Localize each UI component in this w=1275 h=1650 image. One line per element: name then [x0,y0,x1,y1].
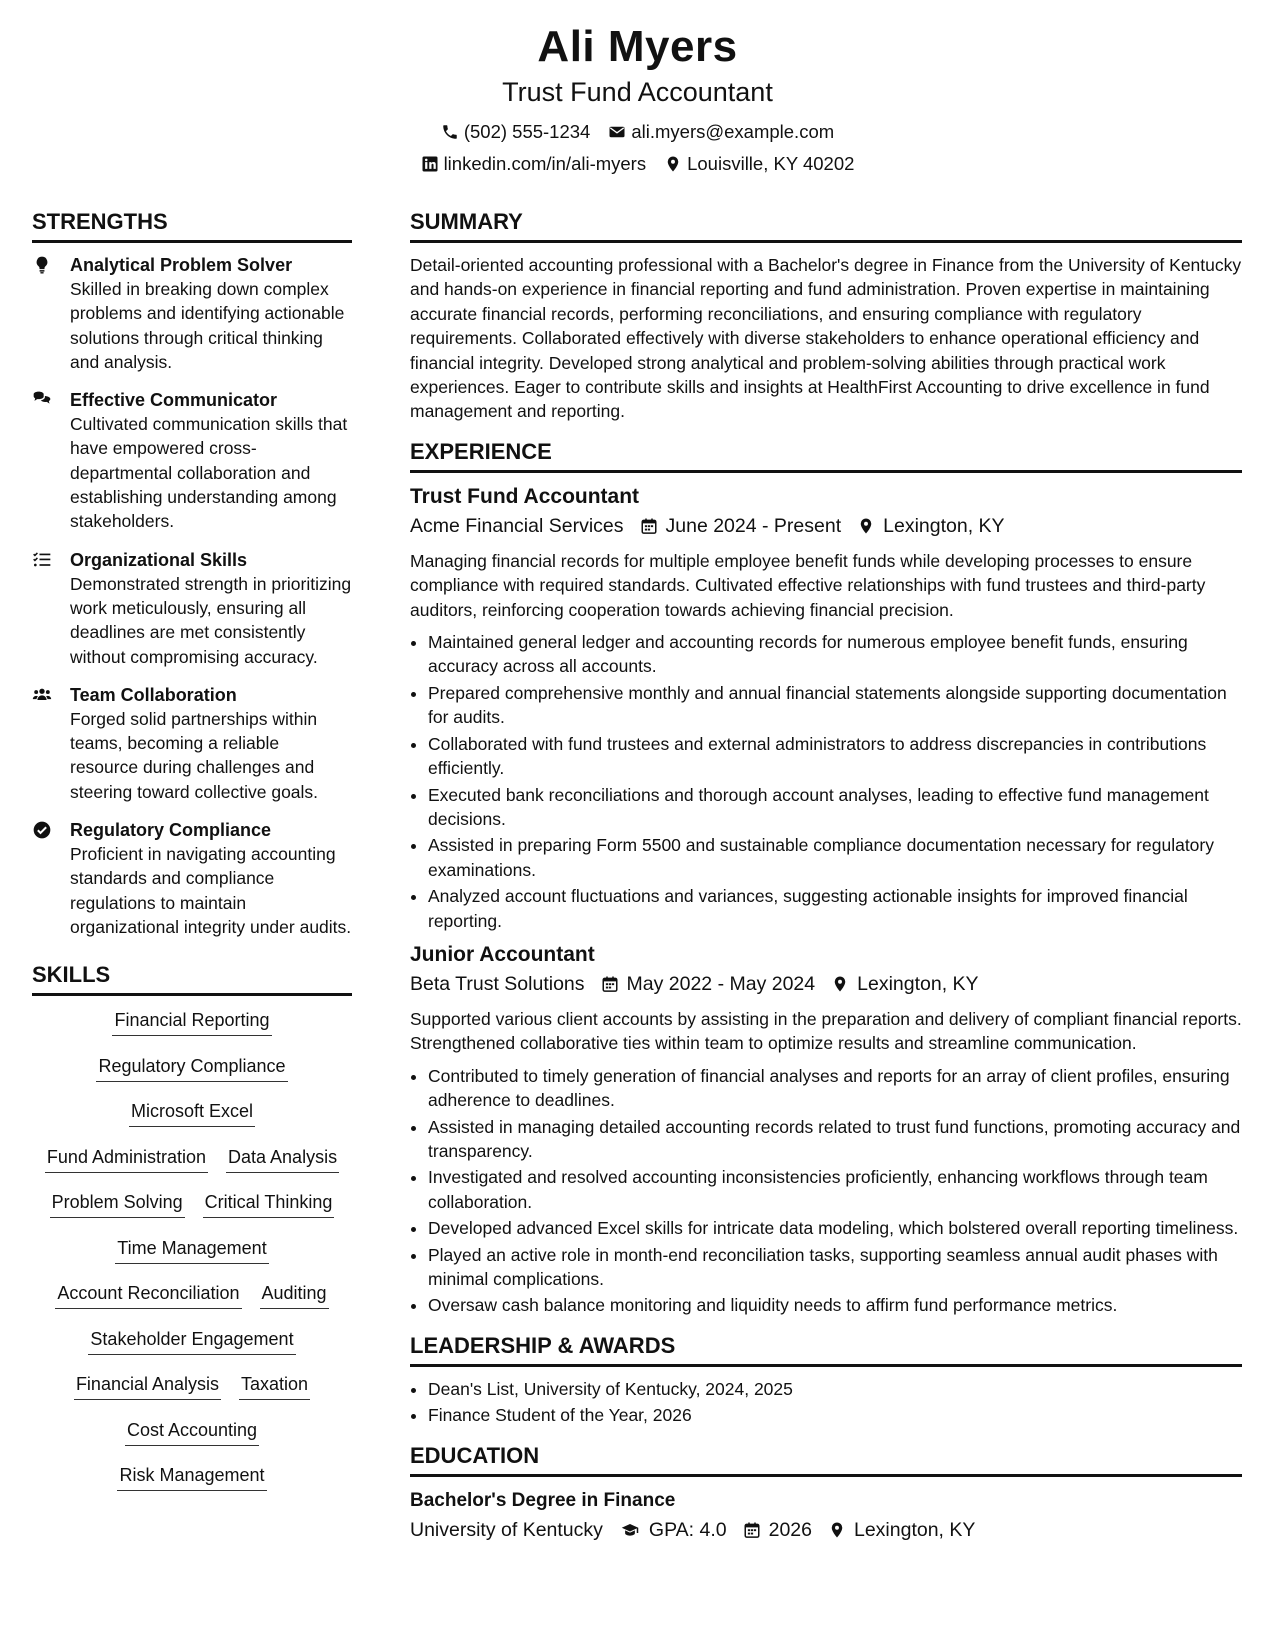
contact-email[interactable] [608,116,834,148]
skill-tag: Fund Administration [45,1145,208,1173]
list-check-icon [32,548,56,669]
comments-icon [32,388,56,533]
resume-header [0,20,1275,180]
envelope-icon [608,123,626,141]
skill-tag: Problem Solving [50,1190,185,1218]
list-item: • Investigated and resolved accounting inconsistencies proficiently, enhancing workflows through team collaboration. [428,1165,1242,1214]
skill-row [32,1054,352,1100]
job-dates [601,969,816,999]
education-year [743,1515,812,1545]
calendar-icon [601,975,619,993]
graduation-cap-icon [619,1521,641,1539]
strength-desc: Proficient in navigating accounting standards and compliance regulations to maintain organizational integrity under audits. [70,844,352,937]
contact-line-2 [0,148,1275,180]
list-item: • Analyzed account fluctuations and variances, suggesting actionable insights for improved financial reporting. [428,884,1242,933]
calendar-icon [640,517,658,535]
skill-tag: Stakeholder Engagement [88,1327,295,1355]
leadership-heading: LEADERSHIP & AWARDS [410,1332,1242,1367]
education-meta [410,1515,1242,1545]
education-location-text: Lexington, KY [853,1518,976,1541]
job-company: Acme Financial Services [410,514,624,537]
strength-title: Regulatory Compliance [70,820,272,841]
list-item: • Played an active role in month-end reconciliation tasks, supporting seamless annual audit phases with minimal complications. [428,1243,1242,1292]
strength-title: Effective Communicator [70,390,278,411]
phone-text: (502) 555-1234 [463,121,591,142]
list-item: • Prepared comprehensive monthly and annual financial statements alongside supporting documentation for audits. [428,681,1242,730]
skills-heading: SKILLS [32,961,352,996]
job-description: Managing financial records for multiple employee benefit funds while developing processes to ensure compliance with required standards. Cultivated effective relationships with fund trustees and third-party auditors, reinforcing cooperation towards achieving financial precision. [410,550,1206,620]
skill-tag: Time Management [115,1236,268,1264]
list-item: • Oversaw cash balance monitoring and liquidity needs to affirm fund performance metrics. [428,1293,1242,1317]
right-column [410,208,1242,1553]
calendar-icon [743,1521,761,1539]
lightbulb-icon [32,253,56,374]
list-item: • Finance Student of the Year, 2026 [428,1403,1242,1427]
skill-row [32,1372,352,1418]
candidate-name: Ali Myers [537,22,738,71]
email-text[interactable]: ali.myers@example.com [631,121,835,142]
candidate-role: Trust Fund Accountant [502,77,773,107]
skills-list [32,1006,352,1509]
map-pin-icon [828,1521,846,1539]
skill-tag: Critical Thinking [203,1190,335,1218]
left-column [32,208,352,1509]
strength-title: Organizational Skills [70,549,248,570]
list-item: • Dean's List, University of Kentucky, 2024, 2025 [428,1377,1242,1401]
skill-tag: Risk Management [117,1463,266,1491]
skill-row [32,1236,352,1282]
summary-heading: SUMMARY [410,208,1242,243]
map-pin-icon [664,155,682,173]
skill-row [32,1190,352,1236]
skill-tag: Microsoft Excel [129,1099,255,1127]
leadership-list [410,1377,1242,1428]
strength-desc: Cultivated communication skills that have empowered cross-departmental collaboration and establishing understanding among stakeholders. [70,414,348,532]
skill-tag: Financial Reporting [112,1008,271,1036]
job-title: Trust Fund Accountant [410,484,640,508]
strength-item [32,818,352,939]
strength-desc: Demonstrated strength in prioritizing work meticulously, ensuring all deadlines are met consistently without compromising accuracy. [70,573,352,667]
job-bullets [410,630,1242,933]
strength-item [32,253,352,374]
map-pin-icon [831,975,849,993]
skill-tag: Account Reconciliation [55,1281,241,1309]
strength-item [32,388,352,533]
education-gpa [619,1515,727,1545]
strength-desc: Forged solid partnerships within teams, becoming a reliable resource during challenges and steering toward collective goals. [70,708,319,802]
skill-tag: Data Analysis [226,1145,339,1173]
job-entry [410,483,1242,933]
skill-tag: Taxation [239,1372,310,1400]
job-location-text: Lexington, KY [857,972,979,995]
list-item: • Executed bank reconciliations and thorough account analyses, leading to effective fund management decisions. [428,783,1242,832]
skill-row [32,1418,352,1464]
contact-linkedin[interactable] [421,148,647,180]
job-meta [410,511,1242,541]
skill-row [32,1145,352,1191]
education-heading: EDUCATION [410,1442,1242,1477]
job-entry [410,941,1242,1318]
strength-item [32,683,352,804]
strengths-heading: STRENGTHS [32,208,352,243]
job-company: Beta Trust Solutions [410,972,585,995]
year-text: 2026 [768,1518,812,1541]
map-pin-icon [857,517,875,535]
contact-phone [441,116,591,148]
location-text: Louisville, KY 40202 [687,153,855,174]
degree-title: Bachelor's Degree in Finance [410,1489,676,1511]
list-item: • Assisted in preparing Form 5500 and sustainable compliance documentation necessary for regulatory examinations. [428,833,1242,882]
job-bullets [410,1064,1242,1318]
job-meta [410,969,1242,999]
job-location [831,969,978,999]
check-circle-icon [32,818,56,939]
list-item: • Assisted in managing detailed accounting records related to trust fund functions, promoting accuracy and transparency. [428,1115,1242,1164]
strength-item [32,548,352,669]
school-name: University of Kentucky [410,1518,603,1541]
skill-row [32,1008,352,1054]
skill-tag: Auditing [260,1281,329,1309]
summary-text: Detail-oriented accounting professional with a Bachelor's degree in Finance from the University of Kentucky and hands-on experience in financial reporting and fund administration. Proven expertise in maintaining accurate financial records, performing reconciliations, and ensuring compliance with regulatory requirements. Collaborated effectively with diverse stakeholders to enhance operational efficiency and financial integrity. Developed strong analytical and problem-solving abilities through practical work experiences. Eager to contribute skills and insights at HealthFirst Accounting to drive excellence in fund management and reporting. [410,255,1242,422]
skill-tag: Regulatory Compliance [96,1054,287,1082]
skill-row [32,1281,352,1327]
skill-tag: Cost Accounting [125,1418,259,1446]
linkedin-text[interactable]: linkedin.com/in/ali-myers [443,153,647,174]
list-item: • Developed advanced Excel skills for intricate data modeling, which bolstered overall reporting timeliness. [428,1216,1242,1240]
list-item: • Contributed to timely generation of financial analyses and reports for an array of client profiles, ensuring adherence to deadlines. [428,1064,1242,1113]
list-item: • Maintained general ledger and accounting records for numerous employee benefit funds, ensuring accuracy across all accounts. [428,630,1242,679]
strength-title: Analytical Problem Solver [70,255,293,275]
contact-location [664,148,854,180]
list-item: • Collaborated with fund trustees and external administrators to address discrepancies in contributions efficiently. [428,732,1242,781]
job-dates-text: June 2024 - Present [665,514,842,537]
strength-title: Team Collaboration [70,684,237,705]
strength-desc: Skilled in breaking down complex problems and identifying actionable solutions through critical thinking and analysis. [70,279,345,372]
users-icon [32,683,56,804]
job-dates-text: May 2022 - May 2024 [626,972,816,995]
skill-row [32,1327,352,1373]
skill-row [32,1099,352,1145]
skill-row [32,1463,352,1509]
education-location [828,1515,975,1545]
contact-line-1 [0,116,1275,148]
phone-icon [441,123,459,141]
job-description: Supported various client accounts by assisting in the preparation and delivery of compliant financial reports. Strengthened collaborative ties within team to optimize results and streamline communication. [410,1008,1242,1054]
job-location [857,511,1004,541]
job-title: Junior Accountant [410,942,595,966]
experience-heading: EXPERIENCE [410,438,1242,473]
skill-tag: Financial Analysis [74,1372,221,1400]
job-location-text: Lexington, KY [883,514,1005,537]
job-dates [640,511,842,541]
gpa-text: GPA: 4.0 [648,1518,727,1541]
linkedin-icon [421,155,439,173]
